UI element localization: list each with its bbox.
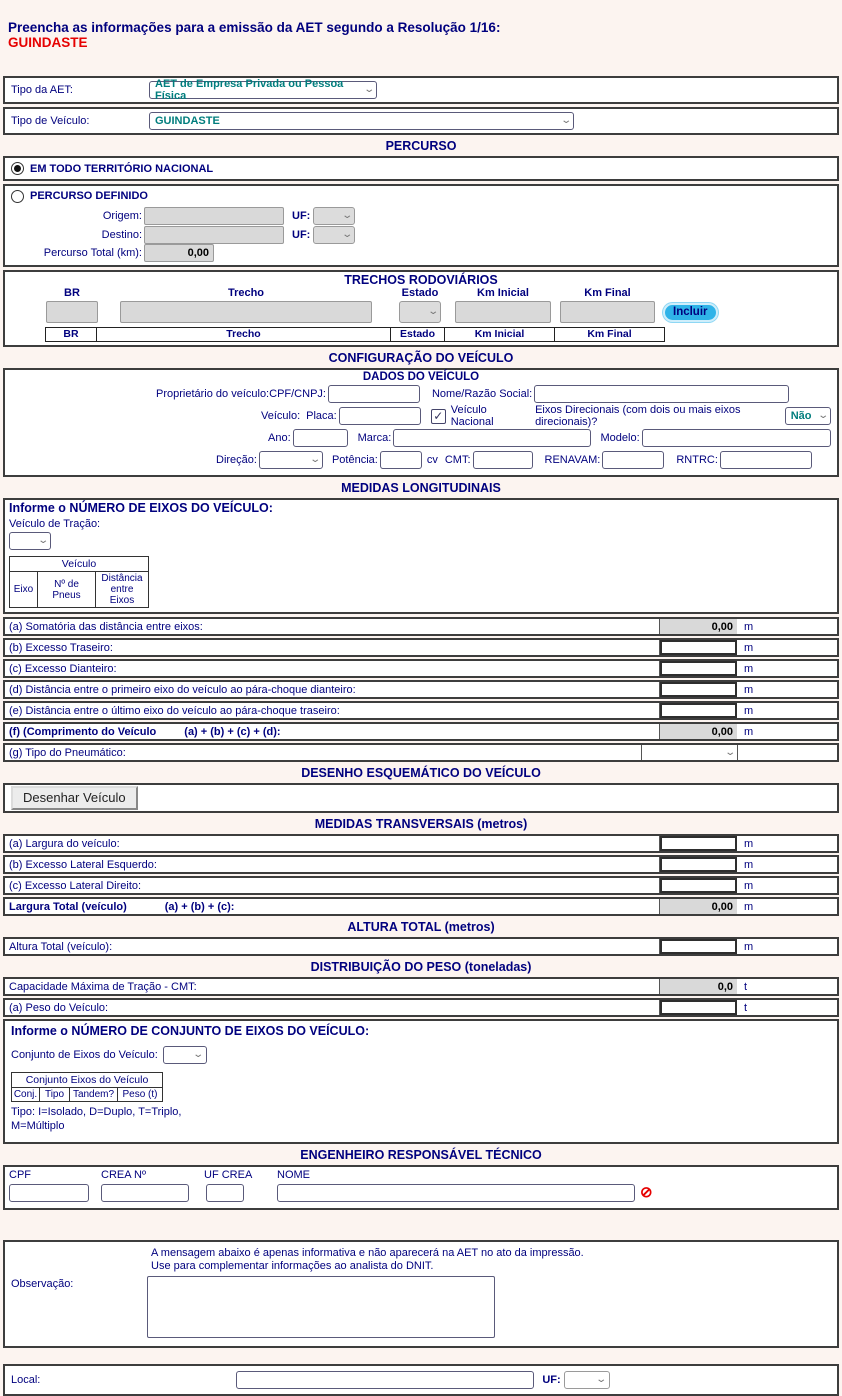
row-comprimento-veiculo (3, 722, 839, 741)
altura-total-input[interactable] (660, 939, 737, 954)
trechos-estado-label: Estado (401, 287, 439, 299)
direcao-label: Direção: (216, 454, 257, 466)
uf-crea-col-label: UF CREA (204, 1168, 253, 1181)
row-distancia-ultimo-eixo (3, 701, 839, 720)
tipo-veiculo-box (3, 107, 839, 135)
excesso-lateral-direito-input[interactable] (660, 878, 737, 893)
marca-input[interactable] (393, 429, 590, 447)
row-cmt (3, 977, 839, 996)
cmt-capacidade-input[interactable] (660, 979, 737, 994)
observacao-box (3, 1240, 839, 1348)
trechos-km-inicial-label: Km Inicial (477, 287, 529, 299)
conjunto-col-conj: Conj. (12, 1088, 40, 1101)
tipo-aet-label: Tipo da AET: (11, 84, 73, 96)
row-g-label: (g) Tipo do Pneumático: (9, 746, 126, 759)
medidas-longitudinais-header: MEDIDAS LONGITUDINAIS (341, 481, 501, 495)
trechos-br-label: BR (64, 287, 80, 299)
ano-input[interactable] (293, 429, 348, 447)
chevron-down-icon: ⌄ (426, 306, 439, 317)
trechos-trecho-label: Trecho (227, 287, 265, 299)
marca-label: Marca: (357, 432, 392, 444)
placa-input[interactable] (339, 407, 421, 425)
row-f-label: (f) (Comprimento do Veículo (9, 725, 157, 738)
eixos-col-eixo: Eixo (10, 572, 38, 607)
trechos-header: TRECHOS RODOVIÁRIOS (344, 273, 498, 287)
veiculo-nacional-checkbox[interactable]: ✓ (431, 409, 446, 424)
peso-veiculo-input[interactable] (660, 1000, 737, 1015)
trechos-table-estado: Estado (390, 327, 445, 342)
engenheiro-uf-crea-input[interactable] (206, 1184, 244, 1202)
chevron-down-icon: ⌄ (192, 1049, 205, 1060)
row-c-unit: m (744, 662, 754, 675)
mt-row-c-label: (c) Excesso Lateral Direito: (9, 879, 142, 892)
conjunto-nota-line2: M=Múltiplo (11, 1119, 65, 1132)
modelo-label: Modelo: (600, 432, 640, 444)
conjunto-col-tipo: Tipo (40, 1088, 70, 1101)
cmt-unit: t (744, 980, 748, 993)
veiculo-nacional-label: Veículo Nacional (450, 404, 494, 428)
chevron-down-icon: ⌄ (816, 410, 829, 421)
conjunto-eixos-box (3, 1019, 839, 1144)
percurso-definido-box (3, 184, 839, 267)
modelo-input[interactable] (642, 429, 831, 447)
row-f-unit: m (744, 725, 754, 738)
tipo-aet-box (3, 76, 839, 104)
eixos-table (9, 556, 149, 608)
row-b-unit: m (744, 641, 754, 654)
tipo-pneumatico-select[interactable] (642, 745, 737, 760)
row-largura-total (3, 897, 839, 916)
conjunto-col-peso: Peso (t) (122, 1089, 158, 1101)
destino-input[interactable] (144, 226, 284, 244)
chevron-down-icon: ⌄ (36, 535, 49, 546)
observacao-info-line1: A mensagem abaixo é apenas informativa e não aparecerá na AET no ato da impressão. (151, 1246, 584, 1259)
conjunto-col-tandem: Tandem? (70, 1088, 118, 1101)
excesso-traseiro-input[interactable] (660, 640, 737, 655)
configuracao-header: CONFIGURAÇÃO DO VEÍCULO (328, 351, 514, 365)
trechos-input-row (5, 301, 837, 323)
row-a-label: (a) Somatória das distância entre eixos: (9, 620, 203, 633)
eixos-col-pneus: Nº de Pneus (38, 572, 96, 607)
trechos-table-km-final: Km Final (554, 327, 665, 342)
row-distancia-primeiro-eixo (3, 680, 839, 699)
row-c-label: (c) Excesso Dianteiro: (9, 662, 117, 675)
percurso-nacional-box (3, 156, 839, 181)
row-excesso-lateral-esquerdo (3, 855, 839, 874)
local-uf-label: UF: (542, 1373, 561, 1386)
mt-row-b-unit: m (744, 858, 754, 871)
nome-col-label: NOME (277, 1168, 310, 1181)
rntrc-label: RNTRC: (676, 454, 718, 466)
chevron-down-icon: ⌄ (308, 454, 321, 465)
largura-total-input[interactable] (660, 899, 737, 914)
chevron-down-icon: ⌄ (559, 115, 572, 126)
origem-label: Origem: (102, 209, 142, 222)
excesso-lateral-esquerdo-input[interactable] (660, 857, 737, 872)
medidas-transversais-header: MEDIDAS TRANSVERSAIS (metros) (314, 817, 528, 831)
trechos-br-input[interactable] (46, 301, 98, 323)
radio-percurso-definido-label: PERCURSO DEFINIDO (30, 190, 148, 202)
row-tipo-pneumatico (3, 743, 839, 762)
veiculo-tracao-select[interactable] (9, 532, 51, 550)
trechos-table-header (46, 327, 837, 342)
engenheiro-nome-input[interactable] (277, 1184, 635, 1202)
altura-total-label: Altura Total (veículo): (9, 940, 113, 953)
renavam-input[interactable] (602, 451, 664, 469)
altura-total-unit: m (744, 940, 754, 953)
row-altura-total (3, 937, 839, 956)
mt-row-b-label: (b) Excesso Lateral Esquerdo: (9, 858, 157, 871)
conjunto-table (11, 1072, 163, 1102)
placa-label: Placa: (306, 410, 337, 422)
engenheiro-box (3, 1165, 839, 1210)
destino-uf-select[interactable] (313, 226, 355, 244)
dados-veiculo-header: DADOS DO VEÍCULO (362, 371, 480, 383)
radio-territorio-nacional[interactable] (11, 162, 24, 175)
trechos-estado-select[interactable] (399, 301, 441, 323)
cv-label: cv (426, 454, 438, 466)
origem-input[interactable] (144, 207, 284, 225)
destino-uf-label: UF: (292, 228, 311, 241)
veiculo-label: Veículo: (261, 410, 301, 422)
desenhar-veiculo-button[interactable]: Desenhar Veículo (11, 786, 138, 810)
local-box (3, 1364, 839, 1396)
vehicle-type-title: GUINDASTE (8, 35, 88, 50)
desenho-header: DESENHO ESQUEMÁTICO DO VEÍCULO (301, 766, 541, 780)
potencia-input[interactable] (380, 451, 422, 469)
excesso-dianteiro-input[interactable] (660, 661, 737, 676)
row-excesso-lateral-direito (3, 876, 839, 895)
trechos-km-inicial-input[interactable] (455, 301, 551, 323)
row-a-unit: m (744, 620, 754, 633)
trechos-trecho-input[interactable] (120, 301, 372, 323)
cmt-label: CMT: (444, 454, 471, 466)
trechos-box (3, 270, 839, 347)
largura-total-formula: (a) + (b) + (c): (164, 900, 235, 913)
radio-territorio-nacional-label: EM TODO TERRITÓRIO NACIONAL (30, 162, 214, 175)
trechos-column-labels (5, 287, 837, 299)
distancia-ultimo-eixo-input[interactable] (660, 703, 737, 718)
conjunto-nota-line1: Tipo: I=Isolado, D=Duplo, T=Triplo, (11, 1106, 182, 1119)
altura-header: ALTURA TOTAL (metros) (347, 920, 495, 934)
eixos-direcionais-select[interactable] (785, 407, 831, 425)
observacao-info-line2: Use para complementar informações ao analista do DNIT. (151, 1259, 434, 1272)
veiculo-tracao-label: Veículo de Tração: (9, 518, 101, 530)
proprietario-label: Proprietário do veículo: (156, 388, 270, 400)
eixos-col-distancia: Distância entre Eixos (101, 573, 143, 606)
comprimento-input[interactable] (660, 724, 737, 739)
observacao-label: Observação: (11, 1277, 74, 1290)
tipo-aet-select[interactable] (149, 78, 377, 102)
desenho-box (3, 783, 839, 813)
row-e-unit: m (744, 704, 754, 717)
percurso-total-input[interactable] (144, 244, 214, 262)
percurso-header: PERCURSO (385, 139, 457, 153)
conjunto-eixos-select[interactable] (163, 1046, 207, 1064)
cpf-col-label: CPF (9, 1168, 31, 1181)
trechos-table-km-inicial: Km Inicial (444, 327, 555, 342)
crea-col-label: CREA Nº (101, 1168, 146, 1181)
mt-row-a-unit: m (744, 837, 754, 850)
numero-eixos-box (3, 498, 839, 614)
row-largura-veiculo (3, 834, 839, 853)
local-label: Local: (11, 1373, 41, 1386)
trechos-table-br: BR (45, 327, 97, 342)
row-d-label: (d) Distância entre o primeiro eixo do veículo ao pára-choque dianteiro: (9, 683, 356, 696)
trechos-table-trecho: Trecho (96, 327, 391, 342)
page-title: Preencha as informações para a emissão da AET segundo a Resolução 1/16: (8, 20, 501, 35)
percurso-total-label: Percurso Total (km): (43, 247, 142, 259)
engenheiro-cpf-input[interactable] (9, 1184, 89, 1202)
renavam-label: RENAVAM: (544, 454, 601, 466)
row-somatoria-distancia (3, 617, 839, 636)
blocked-icon: ⊘ (640, 1184, 653, 1202)
largura-total-label: Largura Total (veículo) (9, 900, 127, 913)
potencia-label: Potência: (331, 454, 378, 466)
eixos-table-title: Veículo (10, 557, 148, 572)
dados-veiculo-box (3, 368, 839, 477)
nome-razao-label: Nome/Razão Social: (431, 388, 533, 400)
engenheiro-crea-input[interactable] (101, 1184, 189, 1202)
origem-uf-select[interactable] (313, 207, 355, 225)
tipo-aet-value: AET de Empresa Privada ou Pessoa Física (155, 78, 344, 102)
chevron-down-icon: ⌄ (362, 84, 375, 95)
peso-veiculo-unit: t (744, 1001, 748, 1014)
chevron-down-icon: ⌄ (723, 746, 736, 758)
mt-row-a-label: (a) Largura do veículo: (9, 837, 120, 850)
informe-eixos-label: Informe o NÚMERO DE EIXOS DO VEÍCULO: (9, 501, 273, 515)
row-b-label: (b) Excesso Traseiro: (9, 641, 113, 654)
row-excesso-dianteiro (3, 659, 839, 678)
origem-uf-label: UF: (292, 209, 311, 222)
eixos-direcionais-value: Não (790, 410, 812, 422)
informe-conjunto-label: Informe o NÚMERO DE CONJUNTO DE EIXOS DO VEÍCULO: (11, 1024, 370, 1038)
conjunto-nota (11, 1106, 831, 1134)
engenheiro-header: ENGENHEIRO RESPONSÁVEL TÉCNICO (300, 1147, 542, 1162)
cmt-input[interactable] (473, 451, 533, 469)
direcao-select[interactable] (259, 451, 323, 469)
ano-label: Ano: (268, 432, 291, 444)
local-input[interactable] (236, 1371, 534, 1389)
largura-veiculo-input[interactable] (660, 836, 737, 851)
row-f-formula: (a) + (b) + (c) + (d): (184, 725, 281, 738)
distancia-primeiro-eixo-input[interactable] (660, 682, 737, 697)
tipo-veiculo-label: Tipo de Veículo: (11, 115, 90, 127)
eixos-direcionais-label: Eixos Direcionais (com dois ou mais eixos direcionais)? (535, 404, 741, 428)
radio-percurso-definido[interactable] (11, 190, 24, 203)
trechos-km-final-input[interactable] (560, 301, 655, 323)
tipo-veiculo-value: GUINDASTE (155, 115, 220, 127)
chevron-down-icon: ⌄ (595, 1373, 608, 1385)
nome-razao-input[interactable] (534, 385, 789, 403)
chevron-down-icon: ⌄ (341, 209, 354, 221)
incluir-button[interactable]: Incluir (663, 303, 718, 322)
tipo-veiculo-select[interactable] (149, 112, 574, 130)
row-peso-veiculo (3, 998, 839, 1017)
mt-row-c-unit: m (744, 879, 754, 892)
conjunto-table-title: Conjunto Eixos do Veículo (12, 1073, 162, 1088)
peso-veiculo-label: (a) Peso do Veículo: (9, 1001, 109, 1014)
local-uf-select[interactable] (564, 1371, 610, 1389)
cpf-cnpj-label: CPF/CNPJ: (269, 388, 326, 400)
cpf-cnpj-input[interactable] (328, 385, 420, 403)
row-d-unit: m (744, 683, 754, 696)
conjunto-eixos-label: Conjunto de Eixos do Veículo: (11, 1049, 158, 1061)
destino-label: Destino: (101, 228, 142, 241)
peso-header: DISTRIBUIÇÃO DO PESO (toneladas) (310, 960, 532, 974)
somatoria-input[interactable] (660, 619, 737, 634)
rntrc-input[interactable] (720, 451, 812, 469)
row-excesso-traseiro (3, 638, 839, 657)
chevron-down-icon: ⌄ (341, 228, 354, 240)
trechos-km-final-label: Km Final (584, 287, 631, 299)
largura-total-unit: m (744, 900, 754, 913)
observacao-textarea[interactable] (147, 1276, 495, 1338)
cmt-capacidade-label: Capacidade Máxima de Tração - CMT: (9, 980, 197, 993)
row-e-label: (e) Distância entre o último eixo do veículo ao pára-choque traseiro: (9, 704, 340, 717)
